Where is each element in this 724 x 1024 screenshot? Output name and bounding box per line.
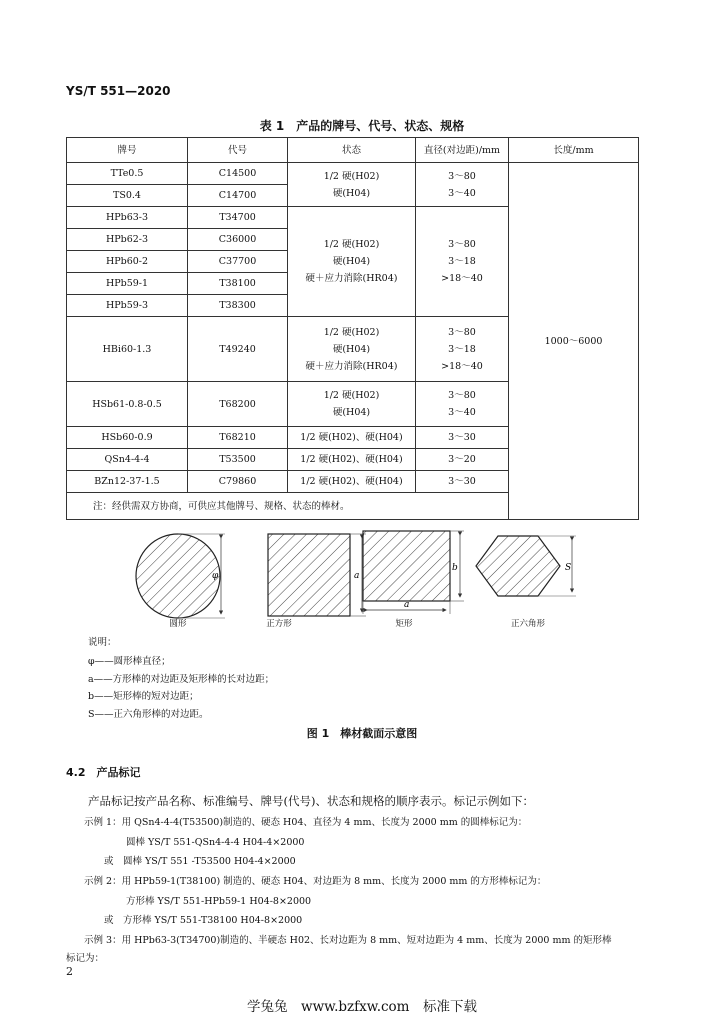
caption-round: 圆形: [169, 619, 187, 629]
rectangle-section: [363, 531, 464, 614]
dim-line: 3～40: [448, 187, 476, 199]
caption-rectangle: 矩形: [395, 619, 413, 629]
example-line: 示例 3：用 HPb63-3(T34700)制造的、半硬态 H02、长对边距为 8 mm、短对边距为 4 mm、长度为 2000 mm 的矩形棒: [84, 935, 612, 946]
legend-item: a——方形棒的对边距及矩形棒的长对边距；: [88, 674, 275, 685]
brand-cell: HPb60-2: [67, 251, 188, 273]
state-cell: [288, 163, 416, 207]
brand-cell: HBi60-1.3: [67, 317, 188, 382]
dim-cell: 3～30: [416, 471, 509, 493]
dim-cell: 3～30: [416, 427, 509, 449]
standard-code: YS/T 551—2020: [66, 84, 171, 98]
state-cell: [288, 207, 416, 317]
col-header-brand: 牌号: [67, 138, 188, 163]
state-line: 硬(H04): [332, 343, 371, 355]
length-cell: 1000～6000: [509, 163, 639, 520]
dim-line: 3～18: [448, 256, 476, 267]
spec-table: [66, 137, 639, 520]
state-line: 硬＋应力消除(HR04): [305, 273, 398, 284]
code-cell: C36000: [188, 229, 288, 251]
state-cell: [288, 382, 416, 427]
state-cell: 1/2 硬(H02)、硬(H04): [288, 471, 416, 493]
brand-cell: QSn4-4-4: [67, 449, 188, 471]
page-number: 2: [66, 965, 73, 978]
code-cell: C14700: [188, 185, 288, 207]
brand-cell: HPb59-1: [67, 273, 188, 295]
state-line: 1/2 硬(H02): [323, 170, 380, 182]
dim-line: 3～80: [448, 326, 476, 338]
code-cell: C37700: [188, 251, 288, 273]
legend-title: 说明：: [88, 637, 117, 648]
example-line: 圆棒 YS/T 551-QSn4-4-4 H04-4×2000: [126, 837, 305, 848]
code-cell: T34700: [188, 207, 288, 229]
col-header-state: 状态: [288, 138, 416, 163]
state-line: 1/2 硬(H02): [323, 239, 380, 250]
brand-cell: HSb60-0.9: [67, 427, 188, 449]
square-section: [268, 534, 366, 616]
dim-cell: [416, 317, 509, 382]
brand-cell: TS0.4: [67, 185, 188, 207]
state-cell: [288, 317, 416, 382]
legend-item: S——正六角形棒的对边距。: [88, 709, 209, 720]
dim-line: >18～40: [441, 360, 483, 372]
dim-line: 3～80: [448, 390, 476, 401]
caption-square: 正方形: [266, 619, 292, 629]
brand-cell: HSb61-0.8-0.5: [67, 382, 188, 427]
a-label-rect: a: [404, 600, 410, 610]
table-note: 注：经供需双方协商，可供应其他牌号、规格、状态的棒材。: [67, 493, 639, 520]
state-cell: 1/2 硬(H02)、硬(H04): [288, 427, 416, 449]
dim-line: 3～80: [448, 239, 476, 250]
table-title: 表 1 产品的牌号、代号、状态、规格: [259, 119, 465, 133]
table-note-row: [67, 493, 639, 520]
col-header-code: 代号: [188, 138, 288, 163]
code-cell: T49240: [188, 317, 288, 382]
brand-cell: TTe0.5: [67, 163, 188, 185]
example-line: 方形棒 YS/T 551-HPb59-1 H04-8×2000: [126, 896, 312, 907]
legend-item: φ——圆形棒直径；: [88, 656, 171, 667]
code-cell: T68210: [188, 427, 288, 449]
code-cell: T68200: [188, 382, 288, 427]
state-cell: 1/2 硬(H02)、硬(H04): [288, 449, 416, 471]
dim-line: 3～40: [448, 407, 476, 418]
brand-cell: HPb62-3: [67, 229, 188, 251]
brand-cell: BZn12-37-1.5: [67, 471, 188, 493]
phi-label: φ: [212, 571, 219, 581]
example-line: 标记为：: [66, 953, 105, 964]
state-line: 硬＋应力消除(HR04): [305, 360, 398, 372]
legend-item: b——矩形棒的短对边距；: [88, 691, 199, 702]
dim-cell: [416, 382, 509, 427]
example-line: 或 圆棒 YS/T 551 -T53500 H04-4×2000: [104, 856, 296, 867]
hexagon-section: [476, 536, 576, 596]
code-cell: T38300: [188, 295, 288, 317]
table-row: [67, 163, 639, 185]
dim-cell: [416, 163, 509, 207]
figure-title: 图 1 棒材截面示意图: [306, 727, 418, 740]
dim-cell: 3～20: [416, 449, 509, 471]
code-cell: C79860: [188, 471, 288, 493]
section-title: 4.2 产品标记: [66, 766, 141, 779]
table-header-row: [67, 138, 639, 163]
col-header-diameter: 直径(对边距)/mm: [416, 138, 509, 163]
dim-line: >18～40: [441, 273, 483, 284]
dim-line: 3～80: [448, 170, 476, 182]
state-line: 硬(H04): [332, 256, 371, 267]
s-label: S: [565, 563, 572, 573]
state-line: 硬(H04): [332, 407, 371, 418]
round-section: [136, 534, 225, 618]
brand-cell: HPb59-3: [67, 295, 188, 317]
dim-line: 3～18: [448, 343, 476, 355]
example-line: 或 方形棒 YS/T 551-T38100 H04-8×2000: [104, 915, 303, 926]
a-label: a: [354, 571, 360, 581]
footer-watermark: 学兔兔 www.bzfxw.com 标准下载: [247, 999, 477, 1015]
dim-cell: [416, 207, 509, 317]
state-line: 硬(H04): [332, 187, 371, 199]
code-cell: T38100: [188, 273, 288, 295]
code-cell: C14500: [188, 163, 288, 185]
state-line: 1/2 硬(H02): [323, 390, 380, 401]
col-header-length: 长度/mm: [509, 138, 639, 163]
b-label: b: [452, 563, 458, 573]
section-intro: 产品标记按产品名称、标准编号、牌号(代号)、状态和规格的顺序表示。标记示例如下：: [88, 794, 534, 808]
example-line: 示例 1：用 QSn4-4-4(T53500)制造的、硬态 H04、直径为 4 mm、长度为 2000 mm 的圆棒标记为：: [84, 817, 528, 828]
brand-cell: HPb63-3: [67, 207, 188, 229]
state-line: 1/2 硬(H02): [323, 326, 380, 338]
example-line: 示例 2：用 HPb59-1(T38100) 制造的、硬态 H04、对边距为 8 mm、长度为 2000 mm 的方形棒标记为：: [84, 876, 547, 887]
code-cell: T53500: [188, 449, 288, 471]
caption-hexagon: 正六角形: [510, 619, 545, 629]
